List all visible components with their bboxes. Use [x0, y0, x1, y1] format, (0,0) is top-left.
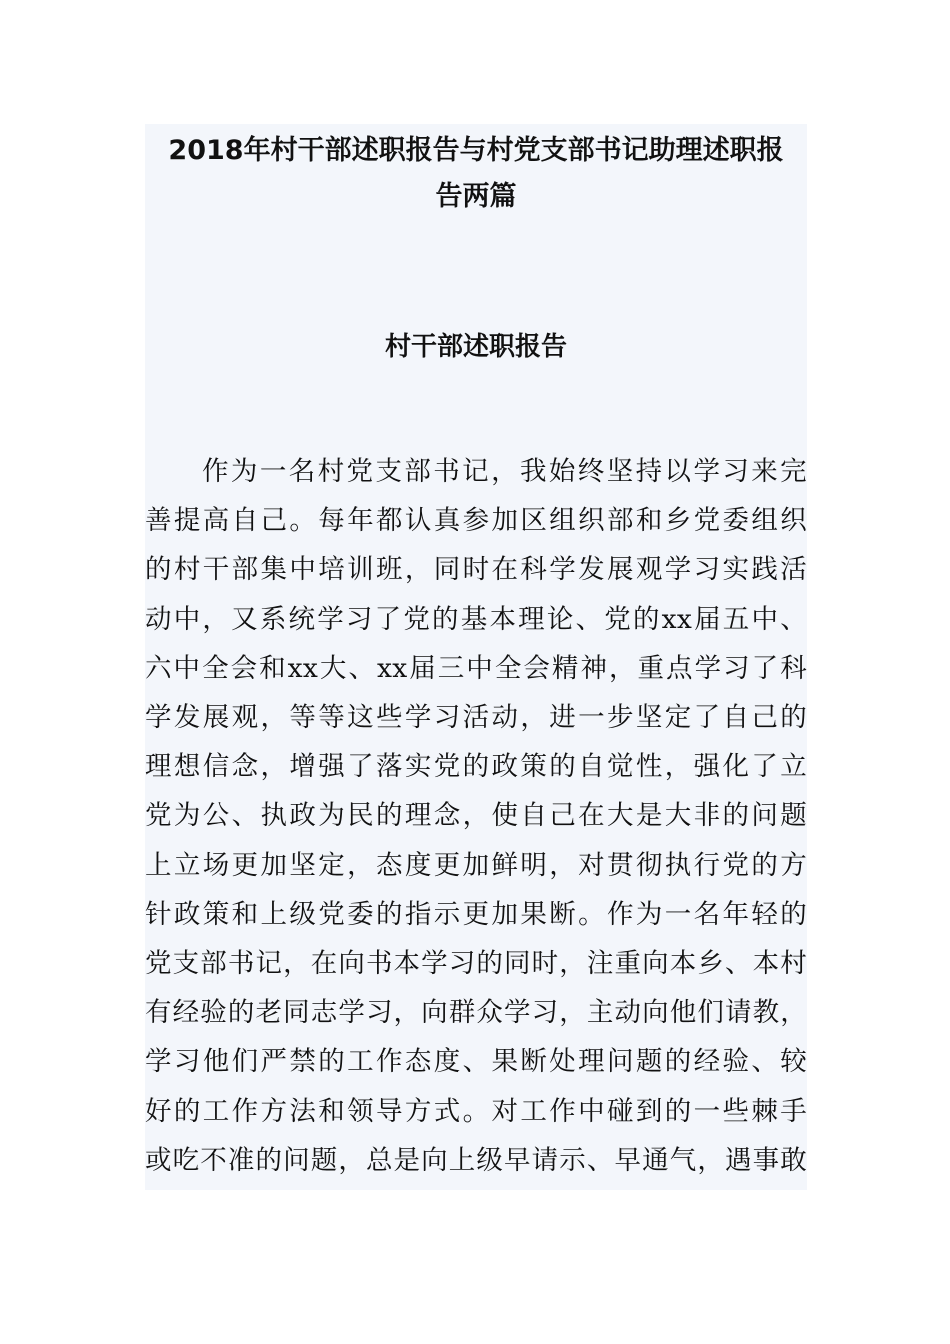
- paragraph-line: 作为一名村党支部书记，我始终坚持以学习来完: [202, 456, 807, 487]
- section-heading: 村干部述职报告: [384, 332, 567, 362]
- paragraph-line: 针政策和上级党委的指示更加果断。作为一名年轻的: [145, 898, 807, 930]
- document-title: [145, 128, 807, 220]
- paragraph-line: 学发展观，等等这些学习活动，进一步坚定了自己的: [145, 702, 807, 734]
- paragraph-line: 理想信念，增强了落实党的政策的自觉性，强化了立: [145, 751, 807, 783]
- title-line-2: 告两篇: [435, 181, 517, 212]
- paragraph-line: 或吃不准的问题，总是向上级早请示、早通气，遇事敢: [145, 1144, 807, 1176]
- paragraph-line: 有经验的老同志学习，向群众学习，主动向他们请教，: [145, 997, 807, 1029]
- body-paragraph: [145, 447, 807, 1185]
- paragraph-line: 好的工作方法和领导方式。对工作中碰到的一些棘手: [145, 1095, 807, 1127]
- paragraph-line: 党支部书记，在向书本学习的同时，注重向本乡、本村: [145, 948, 807, 980]
- paragraph-line: 上立场更加坚定，态度更加鲜明，对贯彻执行党的方: [145, 849, 807, 881]
- paragraph-line: 六中全会和xx大、xx届三中全会精神，重点学习了科: [145, 652, 807, 684]
- paragraph-line: 学习他们严禁的工作态度、果断处理问题的经验、较: [145, 1046, 807, 1078]
- paragraph-line: 善提高自己。每年都认真参加区组织部和乡党委组织: [145, 505, 807, 537]
- paragraph-line: 动中，又系统学习了党的基本理论、党的xx届五中、: [145, 603, 807, 635]
- title-line-1: 2018年村干部述职报告与村党支部书记助理述职报: [168, 135, 784, 166]
- paragraph-line: 的村干部集中培训班，同时在科学发展观学习实践活: [145, 554, 807, 586]
- paragraph-line: 党为公、执政为民的理念，使自己在大是大非的问题: [145, 800, 807, 832]
